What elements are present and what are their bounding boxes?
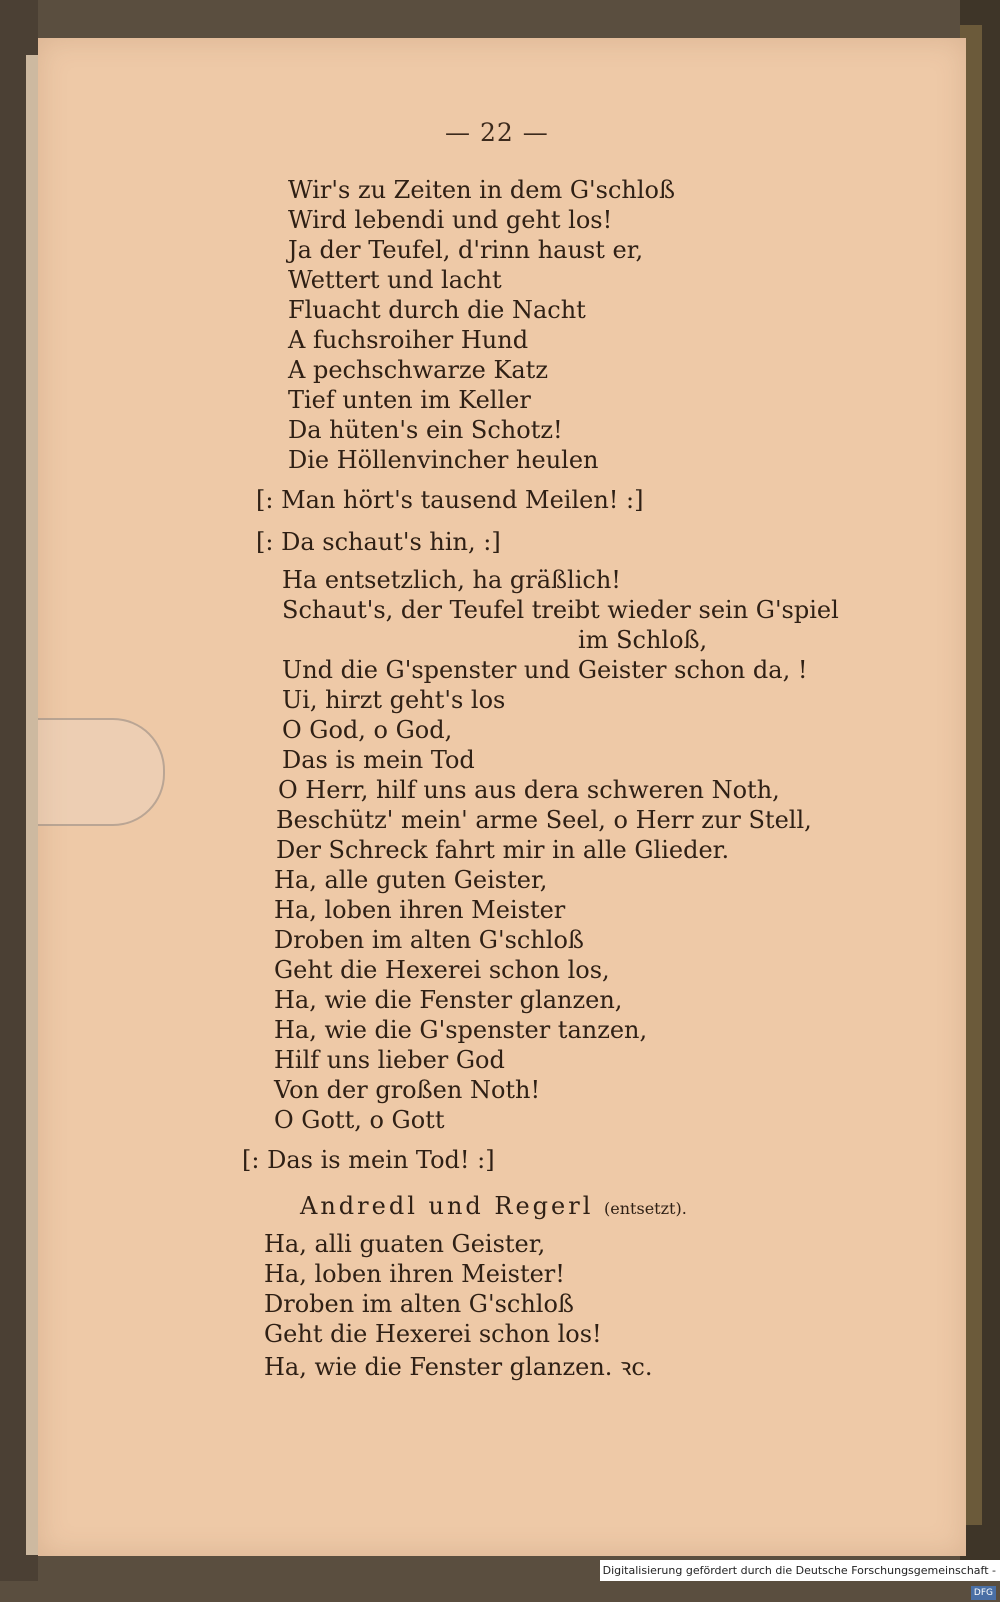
- verse-line: Wettert und lacht: [288, 266, 502, 294]
- verse-line: Ha, alle guten Geister,: [274, 866, 548, 894]
- verse-line: Und die G'spenster und Geister schon da, !: [282, 656, 808, 684]
- verse-line: Das is mein Tod: [282, 746, 475, 774]
- verse-line: Schaut's, der Teufel treibt wieder sein G'spiel: [282, 596, 839, 624]
- footer-text: Digitalisierung gefördert durch die Deutsche Forschungsgemeinschaft -: [602, 1564, 996, 1577]
- stage-direction: (entsetzt).: [604, 1199, 687, 1218]
- verse-line: Da hüten's ein Schotz!: [288, 416, 563, 444]
- verse-line: Ha, loben ihren Meister: [274, 896, 566, 924]
- digitization-footer: [600, 1560, 1000, 1598]
- verse-line: Geht die Hexerei schon los!: [264, 1320, 602, 1348]
- speaker-heading: [300, 1192, 687, 1220]
- verse-line: Wir's zu Zeiten in dem G'schloß: [288, 176, 676, 204]
- verse-line: Ha, wie die G'spenster tanzen,: [274, 1016, 648, 1044]
- verse-line: O Gott, o Gott: [274, 1106, 445, 1134]
- verse-line: Ja der Teufel, d'rinn haust er,: [288, 236, 644, 264]
- verse-line: Ui, hirzt geht's los: [282, 686, 506, 714]
- verse-line: Beschütz' mein' arme Seel, o Herr zur Stell,: [276, 806, 812, 834]
- verse-line: [: Das is mein Tod! :]: [242, 1146, 495, 1174]
- verse-line: Von der großen Noth!: [274, 1076, 541, 1104]
- verse-line: A pechschwarze Katz: [288, 356, 548, 384]
- verse-line: Droben im alten G'schloß: [264, 1290, 574, 1318]
- verse-line: Ha entsetzlich, ha gräßlich!: [282, 566, 621, 594]
- verse-line: Ha, wie die Fenster glanzen,: [274, 986, 623, 1014]
- verse-line: A fuchsroiher Hund: [288, 326, 529, 354]
- dfg-logo-badge: DFG: [971, 1586, 996, 1600]
- verse-line: Tief unten im Keller: [288, 386, 531, 414]
- verse-line: Der Schreck fahrt mir in alle Glieder.: [276, 836, 730, 864]
- verse-line: [: Man hört's tausend Meilen! :]: [256, 486, 644, 514]
- verse-line: im Schloß,: [578, 626, 708, 654]
- verse-line: O Herr, hilf uns aus dera schweren Noth,: [278, 776, 780, 804]
- verse-line: Ha, wie die Fenster glanzen. ꝛc.: [264, 1353, 653, 1381]
- verse-line: Die Höllenvincher heulen: [288, 446, 599, 474]
- verse-line: Droben im alten G'schloß: [274, 926, 584, 954]
- verse-line: Fluacht durch die Nacht: [288, 296, 586, 324]
- verse-line: Ha, loben ihren Meister!: [264, 1260, 565, 1288]
- speaker-names: Andredl und Regerl: [300, 1192, 594, 1220]
- verse-line: Geht die Hexerei schon los,: [274, 956, 610, 984]
- verse-line: [: Da schaut's hin, :]: [256, 528, 501, 556]
- verse-line: Wird lebendi und geht los!: [288, 206, 613, 234]
- page-number: — 22 —: [445, 118, 549, 147]
- verse-line: Ha, alli guaten Geister,: [264, 1230, 546, 1258]
- verse-line: Hilf uns lieber God: [274, 1046, 505, 1074]
- paper-clip: [38, 718, 165, 826]
- verse-line: O God, o God,: [282, 716, 453, 744]
